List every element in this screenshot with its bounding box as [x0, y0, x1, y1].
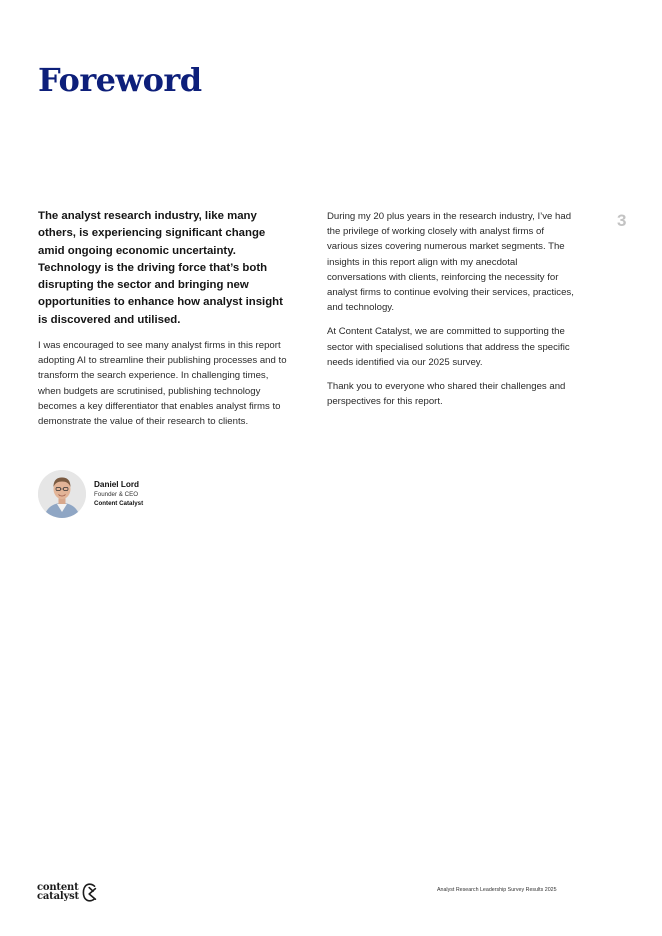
body-paragraph: I was encouraged to see many analyst firms in this report adopting AI to streamline their publishing processes and to transform the search experience. In challenging times, when budgets are scrutinised, publishing technology becomes a key differentiator that enables analyst firms to demonstrate the value of their research to clients. [38, 340, 287, 428]
content-catalyst-logo-mark-icon [82, 883, 97, 902]
person-portrait-icon [38, 470, 86, 518]
right-column [327, 209, 577, 418]
avatar [38, 470, 86, 518]
logo-wordmark [37, 883, 79, 902]
page-title: Foreword [38, 61, 202, 99]
logo-line-1: content [37, 881, 79, 893]
logo-line-2: catalyst [37, 891, 79, 902]
author-signature [38, 470, 288, 520]
content-catalyst-logo [37, 880, 97, 904]
body-paragraph: At Content Catalyst, we are committed to supporting the sector with specialised solutions that address the specific needs identified via our 2025 survey. [327, 326, 570, 368]
body-paragraph: During my 20 plus years in the research industry, I’ve had the privilege of working closely with analyst firms of various sizes covering numerous market segments. The insights in this report align with my anecdotal conversations with clients, reinforcing the necessity for analyst firms to continue evolving their services, practices, and technology. [327, 211, 574, 314]
body-paragraph: Thank you to everyone who shared their challenges and perspectives for this report. [327, 381, 566, 408]
page-number: 3 [617, 211, 627, 230]
left-column [38, 208, 288, 429]
author-name: Daniel Lord [94, 480, 140, 489]
lead-paragraph: The analyst research industry, like many others, is experiencing significant change amid ongoing economic uncertainty. Technology is the driving force that’s both disrupting the sector and bringing new opportunities to enhance how analyst insight is discovered and utilised. [38, 210, 283, 326]
footer-report-title: Analyst Research Leadership Survey Results 2025 [437, 887, 557, 893]
author-role: Founder & CEO [94, 491, 139, 498]
author-info [94, 479, 143, 508]
author-company: Content Catalyst [94, 500, 144, 507]
